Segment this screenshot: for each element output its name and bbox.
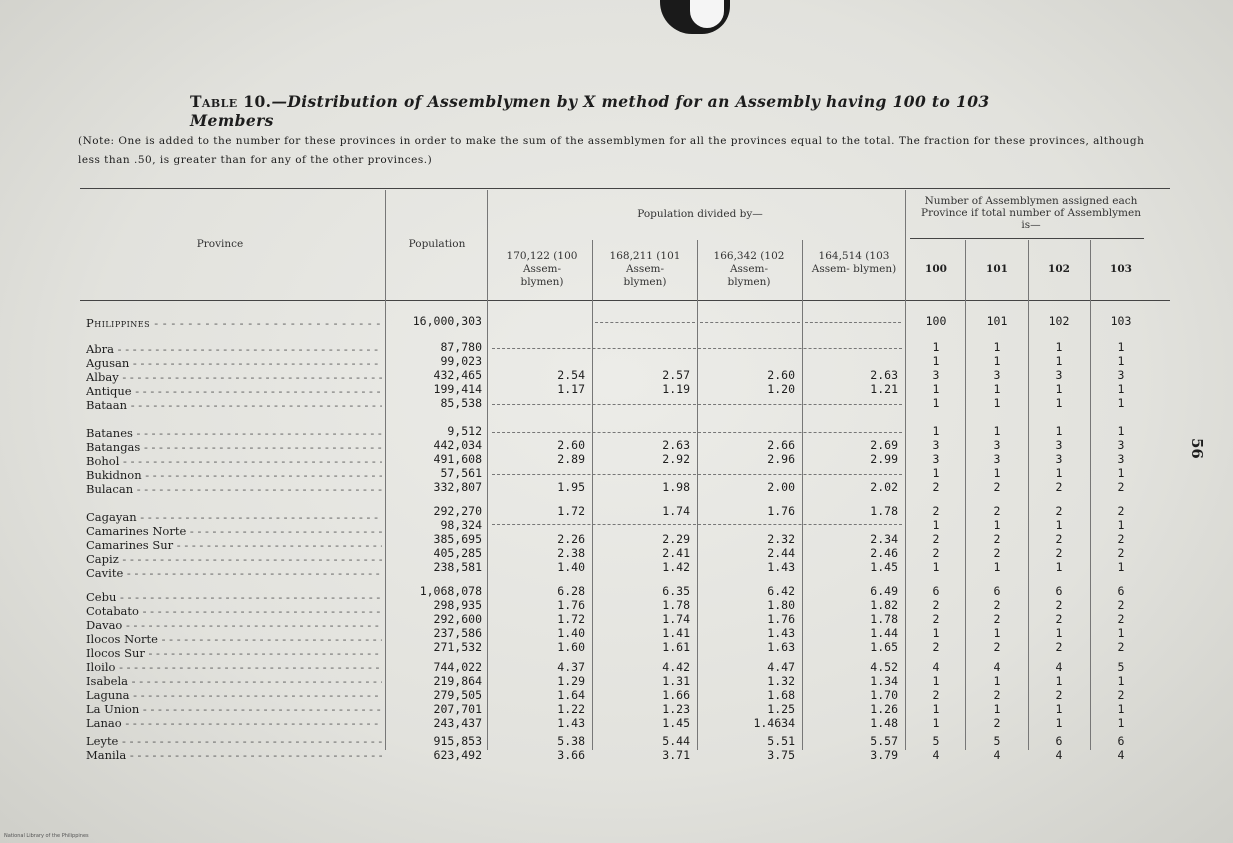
assigned-value: 3 (993, 452, 1001, 466)
quotient-value: 2.99 (870, 452, 898, 466)
quotient-value: 1.68 (767, 688, 795, 702)
dash-leader (492, 474, 902, 475)
assigned-total: 103 (1110, 314, 1132, 328)
quotient-value: 1.61 (662, 640, 690, 654)
header-assigned: Number of Assemblymen assigned each Province if total number of Assemblymen is— (921, 195, 1141, 231)
quotient-value: 1.76 (767, 612, 795, 626)
quotient-value: 5.38 (557, 734, 585, 748)
assigned-value: 1 (993, 518, 1001, 532)
assigned-value: 1 (993, 674, 1001, 688)
assigned-value: 4 (932, 748, 940, 762)
assigned-value: 1 (993, 340, 1001, 354)
quotient-value: 2.38 (557, 546, 585, 560)
quotient-value: 1.64 (557, 688, 585, 702)
quotient-value: 2.00 (767, 480, 795, 494)
assigned-value: 2 (993, 504, 1001, 518)
assigned-value: 1 (1055, 626, 1063, 640)
assigned-value: 2 (1117, 640, 1125, 654)
province-name: Cotabato - - - (86, 604, 382, 618)
population-value: 87,780 (440, 340, 482, 354)
assigned-value: 2 (1055, 480, 1063, 494)
population-total: 16,000,303 (412, 314, 482, 328)
assigned-subrule (910, 238, 1144, 239)
quotient-value: 1.72 (557, 504, 585, 518)
assigned-value: 3 (1117, 452, 1125, 466)
quotient-value: 1.25 (767, 702, 795, 716)
assigned-value: 2 (1055, 546, 1063, 560)
column-divider (965, 240, 966, 750)
header-total: 103 (1110, 263, 1132, 275)
quotient-value: 1.76 (767, 504, 795, 518)
province-name: Camarines Sur - - - (86, 538, 382, 552)
assigned-value: 6 (1117, 734, 1125, 748)
quotient-value: 6.28 (557, 584, 585, 598)
quotient-value: 1.43 (767, 626, 795, 640)
assigned-value: 1 (932, 518, 940, 532)
assigned-value: 4 (1117, 748, 1125, 762)
quotient-value: 1.31 (662, 674, 690, 688)
population-value: 243,437 (433, 716, 482, 730)
assigned-value: 1 (1055, 382, 1063, 396)
assigned-value: 2 (993, 688, 1001, 702)
quotient-value: 1.20 (767, 382, 795, 396)
table-note: (Note: One is added to the number for these provinces in order to make the sum of the assemblymen for all the provinces equal to the total. The fraction for these provinces, although less than .50, is greater than for any of the other provinces.) (78, 135, 1145, 166)
quotient-value: 1.78 (662, 598, 690, 612)
dash-leader (492, 432, 902, 433)
assigned-value: 1 (932, 396, 940, 410)
quotient-value: 1.98 (662, 480, 690, 494)
assigned-value: 1 (993, 354, 1001, 368)
header-total: 102 (1048, 263, 1070, 275)
quotient-value: 1.40 (557, 560, 585, 574)
assigned-value: 1 (932, 382, 940, 396)
assigned-value: 1 (932, 626, 940, 640)
assigned-value: 3 (1117, 438, 1125, 452)
quotient-value: 1.74 (662, 504, 690, 518)
assigned-value: 1 (1117, 354, 1125, 368)
province-name: Batangas - - - (86, 440, 382, 454)
assigned-value: 2 (1117, 612, 1125, 626)
quotient-value: 2.44 (767, 546, 795, 560)
scan-credit: National Library of the Philippines (4, 833, 89, 839)
population-value: 85,538 (440, 396, 482, 410)
header-divisor: 164,514 (103 Assem- blymen) (811, 250, 897, 275)
table-number: Table 10. (190, 92, 272, 111)
quotient-value: 2.96 (767, 452, 795, 466)
quotient-value: 3.71 (662, 748, 690, 762)
table-title (190, 92, 1050, 130)
assigned-value: 1 (1055, 354, 1063, 368)
population-value: 9,512 (447, 424, 482, 438)
header-bottom-rule (80, 300, 1170, 301)
province-name: Bohol - - - (86, 454, 382, 468)
quotient-value: 2.92 (662, 452, 690, 466)
quotient-value: 1.74 (662, 612, 690, 626)
population-value: 915,853 (433, 734, 482, 748)
assigned-value: 3 (932, 438, 940, 452)
assigned-value: 2 (993, 716, 1001, 730)
assigned-value: 2 (1055, 612, 1063, 626)
assigned-value: 2 (1117, 532, 1125, 546)
assigned-value: 1 (1055, 340, 1063, 354)
province-name: Cagayan - - - (86, 510, 382, 524)
population-value: 432,465 (433, 368, 482, 382)
quotient-value: 1.19 (662, 382, 690, 396)
province-name: Laguna - - - (86, 688, 382, 702)
quotient-value: 1.45 (870, 560, 898, 574)
dash-leader (492, 348, 902, 349)
column-divider (592, 240, 593, 750)
quotient-value: 2.26 (557, 532, 585, 546)
province-name: Agusan - - - (86, 356, 382, 370)
assigned-value: 3 (1055, 368, 1063, 382)
population-value: 442,034 (433, 438, 482, 452)
province-name: Abra - - - (86, 342, 382, 356)
province-name: Batanes - - - (86, 426, 382, 440)
quotient-value: 5.44 (662, 734, 690, 748)
assigned-value: 1 (1055, 518, 1063, 532)
assigned-value: 1 (932, 702, 940, 716)
province-name: Antique - - - (86, 384, 382, 398)
quotient-value: 5.51 (767, 734, 795, 748)
quotient-value: 1.42 (662, 560, 690, 574)
quotient-value: 6.49 (870, 584, 898, 598)
quotient-value: 3.79 (870, 748, 898, 762)
population-value: 271,532 (433, 640, 482, 654)
quotient-value: 1.41 (662, 626, 690, 640)
population-value: 1,068,078 (419, 584, 482, 598)
quotient-value: 2.46 (870, 546, 898, 560)
assigned-value: 6 (1055, 734, 1063, 748)
assigned-value: 2 (1117, 598, 1125, 612)
assigned-value: 1 (993, 382, 1001, 396)
quotient-value: 1.26 (870, 702, 898, 716)
header-divisor: 168,211 (101 Assem- blymen) (609, 250, 681, 288)
assigned-value: 4 (1055, 748, 1063, 762)
province-name: Bulacan - - - (86, 482, 382, 496)
assigned-value: 1 (1055, 702, 1063, 716)
assigned-value: 4 (993, 748, 1001, 762)
quotient-value: 2.63 (662, 438, 690, 452)
header-divisor: 170,122 (100 Assem- blymen) (506, 250, 578, 288)
assigned-value: 1 (1055, 716, 1063, 730)
assigned-total: 102 (1048, 314, 1070, 328)
quotient-value: 3.75 (767, 748, 795, 762)
column-divider (802, 240, 803, 750)
assigned-value: 1 (1117, 716, 1125, 730)
province-name: Lanao - - - (86, 716, 382, 730)
assigned-value: 1 (932, 674, 940, 688)
header-divisor: 166,342 (102 Assem- blymen) (713, 250, 785, 288)
assigned-value: 2 (993, 598, 1001, 612)
assigned-value: 1 (1055, 466, 1063, 480)
province-name: Manila - - - (86, 748, 382, 762)
assigned-value: 6 (993, 584, 1001, 598)
quotient-value: 1.76 (557, 598, 585, 612)
dash-leader (492, 524, 902, 525)
assigned-value: 1 (1117, 702, 1125, 716)
assigned-value: 6 (932, 584, 940, 598)
assigned-value: 2 (1055, 640, 1063, 654)
quotient-value: 2.69 (870, 438, 898, 452)
column-divider (1028, 240, 1029, 750)
quotient-value: 2.02 (870, 480, 898, 494)
quotient-value: 1.21 (870, 382, 898, 396)
population-value: 292,600 (433, 612, 482, 626)
population-value: 298,935 (433, 598, 482, 612)
assigned-value: 3 (1055, 438, 1063, 452)
quotient-value: 4.37 (557, 660, 585, 674)
assigned-value: 1 (993, 702, 1001, 716)
quotient-value: 1.43 (767, 560, 795, 574)
assigned-value: 1 (1055, 674, 1063, 688)
assigned-value: 1 (1055, 560, 1063, 574)
assigned-value: 3 (932, 368, 940, 382)
quotient-value: 2.54 (557, 368, 585, 382)
population-value: 279,505 (433, 688, 482, 702)
quotient-value: 2.63 (870, 368, 898, 382)
population-value: 99,023 (440, 354, 482, 368)
assigned-value: 1 (1117, 382, 1125, 396)
assigned-value: 6 (1117, 584, 1125, 598)
population-value: 292,270 (433, 504, 482, 518)
assigned-value: 1 (1117, 340, 1125, 354)
assigned-value: 2 (993, 532, 1001, 546)
quotient-value: 2.41 (662, 546, 690, 560)
assigned-value: 2 (1055, 598, 1063, 612)
assigned-value: 2 (993, 612, 1001, 626)
quotient-value: 1.23 (662, 702, 690, 716)
assigned-value: 4 (993, 660, 1001, 674)
assigned-value: 2 (932, 640, 940, 654)
assigned-value: 2 (1055, 532, 1063, 546)
quotient-value: 1.45 (662, 716, 690, 730)
assigned-value: 5 (1117, 660, 1125, 674)
dash-leader (492, 404, 902, 405)
assigned-value: 2 (932, 532, 940, 546)
column-divider (487, 190, 488, 750)
quotient-value: 2.60 (767, 368, 795, 382)
population-value: 98,324 (440, 518, 482, 532)
dash-leader (805, 322, 901, 323)
quotient-value: 2.29 (662, 532, 690, 546)
quotient-value: 2.66 (767, 438, 795, 452)
quotient-value: 4.42 (662, 660, 690, 674)
quotient-value: 1.17 (557, 382, 585, 396)
assigned-value: 1 (932, 466, 940, 480)
assigned-value: 1 (993, 396, 1001, 410)
quotient-value: 1.78 (870, 612, 898, 626)
assigned-value: 6 (1055, 584, 1063, 598)
assigned-value: 4 (932, 660, 940, 674)
quotient-value: 1.32 (767, 674, 795, 688)
column-divider (1090, 240, 1091, 750)
population-value: 57,561 (440, 466, 482, 480)
top-rule (80, 188, 1170, 189)
quotient-value: 1.44 (870, 626, 898, 640)
province-name: Iloilo - - - (86, 660, 382, 674)
column-divider (697, 240, 698, 750)
assigned-value: 1 (993, 560, 1001, 574)
quotient-value: 3.66 (557, 748, 585, 762)
assigned-value: 2 (932, 480, 940, 494)
header-population: Population (408, 238, 466, 250)
quotient-value: 5.57 (870, 734, 898, 748)
assigned-value: 2 (1117, 546, 1125, 560)
assigned-value: 2 (1117, 480, 1125, 494)
quotient-value: 6.42 (767, 584, 795, 598)
quotient-value: 1.4634 (753, 716, 795, 730)
province-name: Albay - - - (86, 370, 382, 384)
assigned-total: 101 (986, 314, 1008, 328)
assigned-value: 1 (932, 424, 940, 438)
page-number: 56 (1188, 438, 1206, 459)
assigned-total: 100 (925, 314, 947, 328)
quotient-value: 1.80 (767, 598, 795, 612)
dash-leader (595, 322, 695, 323)
province-name: Isabela - - - (86, 674, 382, 688)
assigned-value: 2 (932, 688, 940, 702)
province-name: La Union - - - (86, 702, 382, 716)
province-name: Leyte - - - (86, 734, 382, 748)
population-value: 623,492 (433, 748, 482, 762)
column-divider (905, 190, 906, 750)
assigned-value: 2 (1117, 504, 1125, 518)
assigned-value: 3 (993, 438, 1001, 452)
population-value: 405,285 (433, 546, 482, 560)
assigned-value: 2 (1055, 688, 1063, 702)
quotient-value: 1.78 (870, 504, 898, 518)
province-name: Ilocos Norte - - - (86, 632, 382, 646)
assigned-value: 2 (1055, 504, 1063, 518)
assigned-value: 1 (1117, 466, 1125, 480)
province-name: Cavite - - - (86, 566, 382, 580)
assigned-value: 1 (932, 340, 940, 354)
assigned-value: 2 (993, 480, 1001, 494)
assigned-value: 3 (932, 452, 940, 466)
assigned-value: 4 (1055, 660, 1063, 674)
assigned-value: 1 (932, 354, 940, 368)
assigned-value: 1 (993, 424, 1001, 438)
assigned-value: 1 (1117, 518, 1125, 532)
quotient-value: 2.34 (870, 532, 898, 546)
assigned-value: 1 (1117, 674, 1125, 688)
quotient-value: 1.63 (767, 640, 795, 654)
dash-leader (700, 322, 800, 323)
assigned-value: 2 (932, 546, 940, 560)
assigned-value: 1 (1055, 424, 1063, 438)
quotient-value: 2.32 (767, 532, 795, 546)
assigned-value: 1 (932, 716, 940, 730)
assigned-value: 3 (1055, 452, 1063, 466)
assigned-value: 1 (993, 626, 1001, 640)
quotient-value: 1.82 (870, 598, 898, 612)
quotient-value: 1.70 (870, 688, 898, 702)
assigned-value: 1 (1117, 396, 1125, 410)
assigned-value: 1 (993, 466, 1001, 480)
quotient-value: 4.47 (767, 660, 795, 674)
population-value: 237,586 (433, 626, 482, 640)
quotient-value: 1.72 (557, 612, 585, 626)
province-name: Davao - - - (86, 618, 382, 632)
quotient-value: 2.60 (557, 438, 585, 452)
assigned-value: 3 (1117, 368, 1125, 382)
quotient-value: 1.60 (557, 640, 585, 654)
province-name: Bukidnon - - - (86, 468, 382, 482)
population-value: 332,807 (433, 480, 482, 494)
population-value: 491,608 (433, 452, 482, 466)
quotient-value: 1.66 (662, 688, 690, 702)
assigned-value: 2 (932, 504, 940, 518)
quotient-value: 1.65 (870, 640, 898, 654)
province-name: Ilocos Sur - - - (86, 646, 382, 660)
assigned-value: 2 (993, 640, 1001, 654)
quotient-value: 1.48 (870, 716, 898, 730)
quotient-value: 1.22 (557, 702, 585, 716)
assigned-value: 2 (932, 598, 940, 612)
assigned-value: 1 (932, 560, 940, 574)
province-name: Bataan - - - (86, 398, 382, 412)
assigned-value: 1 (1117, 626, 1125, 640)
header-total: 101 (986, 263, 1008, 275)
population-value: 238,581 (433, 560, 482, 574)
population-value: 199,414 (433, 382, 482, 396)
assigned-value: 1 (1117, 424, 1125, 438)
assigned-value: 2 (1117, 688, 1125, 702)
header-divided-by: Population divided by— (637, 208, 763, 220)
quotient-value: 2.57 (662, 368, 690, 382)
header-total: 100 (925, 263, 947, 275)
assigned-value: 3 (993, 368, 1001, 382)
assigned-value: 1 (1117, 560, 1125, 574)
province-name-philippines: Philippines - - - (86, 316, 382, 330)
population-value: 207,701 (433, 702, 482, 716)
quotient-value: 6.35 (662, 584, 690, 598)
quotient-value: 1.40 (557, 626, 585, 640)
quotient-value: 1.34 (870, 674, 898, 688)
quotient-value: 2.89 (557, 452, 585, 466)
quotient-value: 4.52 (870, 660, 898, 674)
assigned-value: 5 (993, 734, 1001, 748)
table-caption: —Distribution of Assemblymen by X method for an Assembly having 100 to 103 Members (190, 92, 990, 130)
population-value: 219,864 (433, 674, 482, 688)
population-value: 744,022 (433, 660, 482, 674)
column-divider (385, 190, 386, 750)
quotient-value: 1.29 (557, 674, 585, 688)
province-name: Capiz - - - (86, 552, 382, 566)
province-name: Cebu - - - (86, 590, 382, 604)
assigned-value: 2 (932, 612, 940, 626)
quotient-value: 1.43 (557, 716, 585, 730)
header-province: Province (196, 238, 244, 250)
assigned-value: 1 (1055, 396, 1063, 410)
quotient-value: 1.95 (557, 480, 585, 494)
assigned-value: 2 (993, 546, 1001, 560)
province-name: Camarines Norte - - - (86, 524, 382, 538)
assigned-value: 5 (932, 734, 940, 748)
population-value: 385,695 (433, 532, 482, 546)
